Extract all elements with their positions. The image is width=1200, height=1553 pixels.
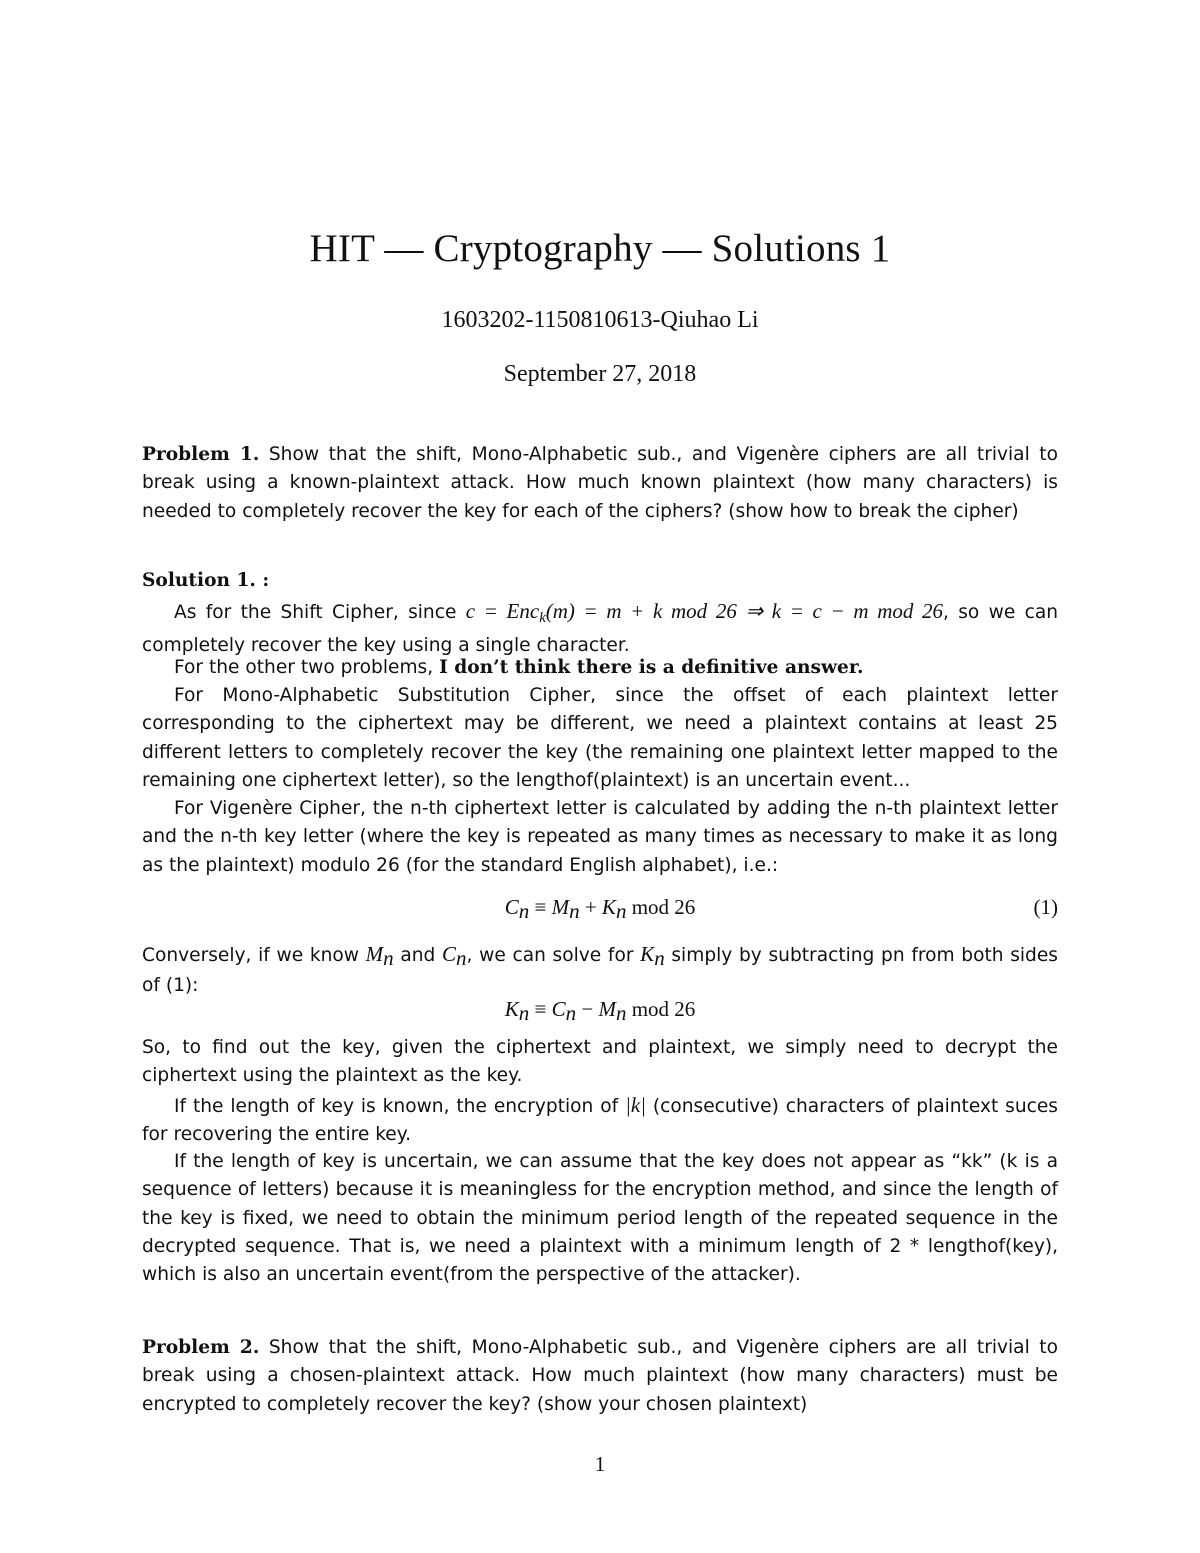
solution-1-p3: For Mono-Alphabetic Substitution Cipher, since the offset of each plaintext letter corresponding to the ciphertext may be different, we need a plaintext contains at least 25 different letters to completely recover the key (the remaining one plaintext letter mapped to the remaining one ciphertext letter), so the lengthof(plaintext) is an uncertain event... xyxy=(142,685,1058,791)
problem-2 xyxy=(142,1334,1058,1419)
equation-1: $C_n \equiv M_n + K_n$ mod 26 (1) xyxy=(504,895,1058,923)
solution-1-paragraph-6 xyxy=(142,1034,1058,1091)
solution-1-paragraph-4 xyxy=(142,795,1058,880)
page-number: 1 xyxy=(594,1452,606,1476)
solution-1-p6: So, to find out the key, given the ciphertext and plaintext, we simply need to decrypt the ciphertext using the plaintext as the key. xyxy=(142,1037,1058,1087)
solution-1-paragraph-3 xyxy=(142,682,1058,795)
solution-1-heading-block xyxy=(142,567,1058,595)
solution-1-paragraph-5: Conversely, if we know $M_n$ and $C_n$, we can solve for $K_n$ simply by subtracting pn from both sides of (1): xyxy=(142,942,1058,997)
problem-1-paragraph xyxy=(142,441,1058,526)
solution-1-paragraph-1 xyxy=(142,597,1058,661)
solution-1-label-suffix: : xyxy=(255,570,270,591)
problem-2-paragraph xyxy=(142,1334,1058,1419)
solution-1-paragraph-7: If the length of key is known, the encryption of |k| (consecutive) characters of plaintext suces for recovering the entire key. xyxy=(142,1093,1058,1146)
solution-1-p1-after: , so we can completely recover the key using a single character. xyxy=(142,602,1058,657)
document-date: September 27, 2018 xyxy=(503,361,697,387)
problem-1-label: Problem 1. xyxy=(142,444,260,465)
document-title: HIT — Cryptography — Solutions 1 xyxy=(309,227,891,270)
solution-1-p1-before: As for the Shift Cipher, since xyxy=(174,602,466,623)
problem-1-text: Show that the shift, Mono-Alphabetic sub., and Vigenère ciphers are all trivial to break using a known-plaintext attack. How much known plaintext (how many characters) is needed to completely recover the key for each of the ciphers? (show how to break the cipher) xyxy=(142,444,1058,522)
solution-1-p8: If the length of key is uncertain, we can assume that the key does not appear as “kk” (k is a sequence of letters) because it is meaningless for the encryption method, and since the length of the key is fixed, we need to obtain the minimum period length of the repeated sequence in the decrypted sequence. That is, we need a plaintext with a minimum length of 2 * lengthof(key), which is also an uncertain event(from the perspective of the attacker). xyxy=(142,1151,1058,1286)
document-author: 1603202-1150810613-Qiuhao Li xyxy=(441,307,759,333)
solution-1-p2-before: For the other two problems, xyxy=(174,657,440,678)
equation-2: $K_n \equiv C_n - M_n$ mod 26 xyxy=(504,997,696,1025)
key-length-symbol: |k| xyxy=(625,1093,646,1117)
problem-2-text: Show that the shift, Mono-Alphabetic sub., and Vigenère ciphers are all trivial to break using a chosen-plaintext attack. How much plaintext (how many characters) must be encrypted to completely recover the key? (show your chosen plaintext) xyxy=(142,1337,1058,1415)
problem-2-label: Problem 2. xyxy=(142,1337,260,1358)
solution-1-paragraph-8 xyxy=(142,1148,1058,1289)
equation-1-number: (1) xyxy=(1033,895,1058,919)
solution-1-label: Solution 1. xyxy=(142,570,256,591)
shift-cipher-formula: c = Enc$_k$(m) = m + k mod 26 ⇒ k = c − m mod 26 xyxy=(465,599,944,626)
solution-1-heading xyxy=(142,567,1058,595)
solution-1-paragraph-2 xyxy=(142,654,1058,682)
solution-1-p4: For Vigenère Cipher, the n-th ciphertext letter is calculated by adding the n-th plaintext letter and the n-th key letter (where the key is repeated as many times as necessary to make it as long as the plaintext) modulo 26 (for the standard English alphabet), i.e.: xyxy=(142,798,1058,876)
solution-1-p2-bold: I don’t think there is a definitive answer. xyxy=(439,657,864,678)
problem-1 xyxy=(142,441,1058,526)
